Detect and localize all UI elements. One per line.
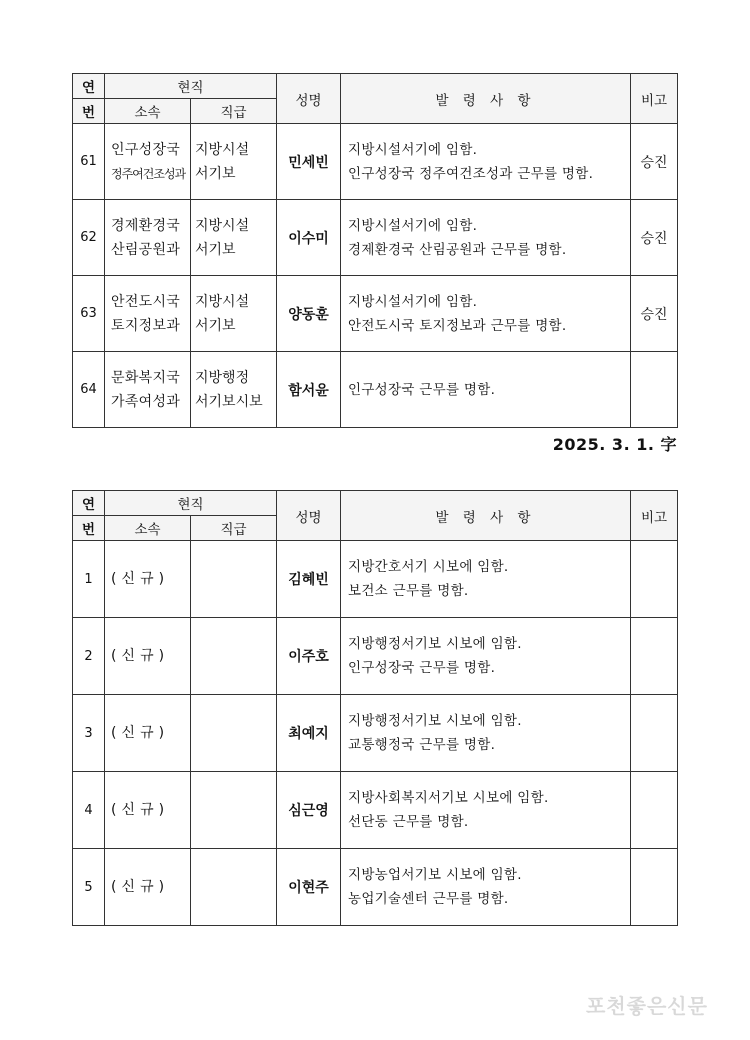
personnel-table-new-hires: [72, 490, 678, 926]
row-order: 지방시설서기에 임함. 인구성장국 정주여건조성과 근무를 명함.: [341, 124, 631, 200]
row-note: 승진: [631, 124, 678, 200]
row-rank: [191, 695, 277, 772]
table-row: [73, 849, 678, 926]
row-name: 민세빈: [277, 124, 341, 200]
row-number: 4: [73, 772, 105, 849]
row-order: 지방행정서기보 시보에 임함. 교통행정국 근무를 명함.: [341, 695, 631, 772]
row-dept: 경제환경국 산림공원과: [105, 200, 191, 276]
header-order: 발 령 사 항: [341, 74, 631, 124]
header-no-top: 연: [73, 74, 105, 99]
table-row: [73, 200, 678, 276]
header-current: 현직: [105, 74, 277, 99]
personnel-table-promotions: [72, 73, 678, 428]
header-name: 성명: [277, 491, 341, 541]
row-name: 김혜빈: [277, 541, 341, 618]
row-note: 승진: [631, 200, 678, 276]
row-dept: ( 신 규 ): [105, 695, 191, 772]
row-note: [631, 618, 678, 695]
header-no-top: 연: [73, 491, 105, 516]
header-dept: 소속: [105, 516, 191, 541]
row-order: 지방사회복지서기보 시보에 임함. 선단동 근무를 명함.: [341, 772, 631, 849]
row-dept: 인구성장국 정주여건조성과: [105, 124, 191, 200]
row-order: 지방시설서기에 임함. 안전도시국 토지정보과 근무를 명함.: [341, 276, 631, 352]
table-row: [73, 276, 678, 352]
table-row: [73, 541, 678, 618]
row-number: 64: [73, 352, 105, 428]
header-dept: 소속: [105, 99, 191, 124]
row-rank: 지방시설 서기보: [191, 124, 277, 200]
header-note: 비고: [631, 74, 678, 124]
header-no-bottom: 번: [73, 99, 105, 124]
row-rank: [191, 541, 277, 618]
row-number: 63: [73, 276, 105, 352]
row-rank: [191, 772, 277, 849]
row-number: 5: [73, 849, 105, 926]
header-order: 발 령 사 항: [341, 491, 631, 541]
row-number: 62: [73, 200, 105, 276]
row-number: 1: [73, 541, 105, 618]
watermark: 포천좋은신문: [586, 994, 708, 1018]
row-note: [631, 695, 678, 772]
row-name: 이수미: [277, 200, 341, 276]
row-dept: ( 신 규 ): [105, 849, 191, 926]
header-rank: 직급: [191, 99, 277, 124]
row-number: 61: [73, 124, 105, 200]
row-rank: 지방시설 서기보: [191, 276, 277, 352]
table-row: [73, 352, 678, 428]
row-note: [631, 849, 678, 926]
header-no-bottom: 번: [73, 516, 105, 541]
table-row: [73, 772, 678, 849]
row-name: 양동훈: [277, 276, 341, 352]
row-dept: ( 신 규 ): [105, 618, 191, 695]
row-note: [631, 772, 678, 849]
row-dept: ( 신 규 ): [105, 772, 191, 849]
header-current: 현직: [105, 491, 277, 516]
row-rank: [191, 618, 277, 695]
row-dept: ( 신 규 ): [105, 541, 191, 618]
header-name: 성명: [277, 74, 341, 124]
row-note: 승진: [631, 276, 678, 352]
row-rank: 지방행정 서기보시보: [191, 352, 277, 428]
row-order: 지방간호서기 시보에 임함. 보건소 근무를 명함.: [341, 541, 631, 618]
row-name: 함서윤: [277, 352, 341, 428]
row-number: 3: [73, 695, 105, 772]
row-name: 최예지: [277, 695, 341, 772]
row-rank: 지방시설 서기보: [191, 200, 277, 276]
row-order: 지방행정서기보 시보에 임함. 인구성장국 근무를 명함.: [341, 618, 631, 695]
row-name: 이주호: [277, 618, 341, 695]
row-note: [631, 352, 678, 428]
row-order: 지방시설서기에 임함. 경제환경국 산림공원과 근무를 명함.: [341, 200, 631, 276]
row-order: 지방농업서기보 시보에 임함. 농업기술센터 근무를 명함.: [341, 849, 631, 926]
table-row: [73, 124, 678, 200]
row-rank: [191, 849, 277, 926]
row-number: 2: [73, 618, 105, 695]
table-row: [73, 618, 678, 695]
table-row: [73, 695, 678, 772]
header-rank: 직급: [191, 516, 277, 541]
row-dept: 문화복지국 가족여성과: [105, 352, 191, 428]
row-name: 이현주: [277, 849, 341, 926]
row-note: [631, 541, 678, 618]
row-dept: 안전도시국 토지정보과: [105, 276, 191, 352]
issue-date: 2025. 3. 1. 字: [552, 435, 677, 454]
header-note: 비고: [631, 491, 678, 541]
row-name: 심근영: [277, 772, 341, 849]
row-order: 인구성장국 근무를 명함.: [341, 352, 631, 428]
